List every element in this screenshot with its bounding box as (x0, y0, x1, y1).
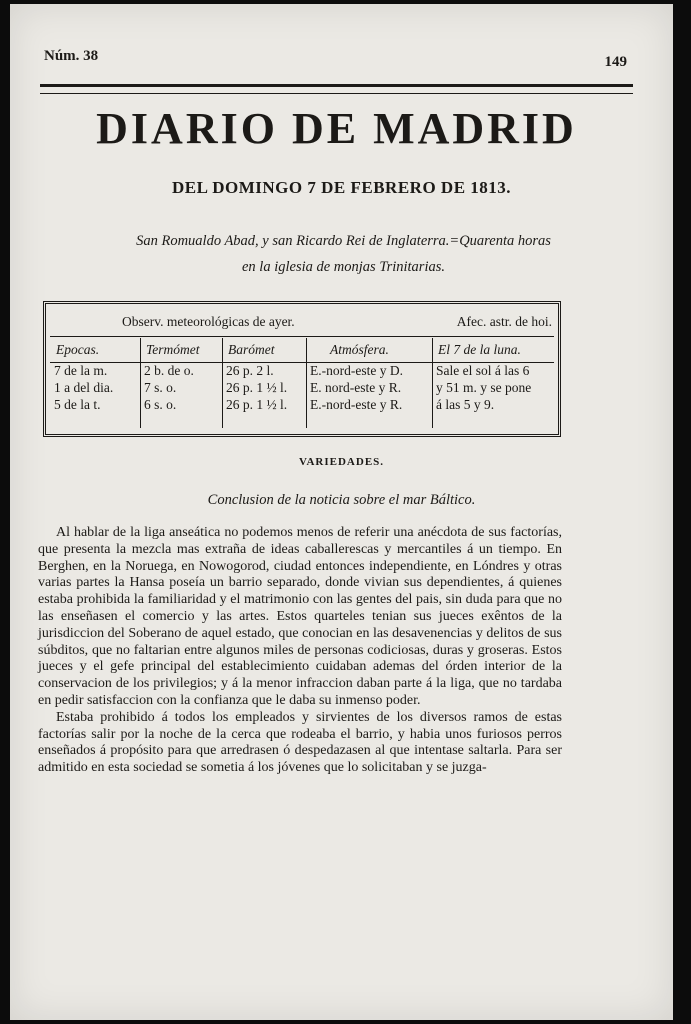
meteo-title-left: Observ. meteorológicas de ayer. (122, 314, 295, 329)
meteo-col-header: Atmósfera. (330, 342, 389, 357)
newspaper-page (10, 4, 673, 1020)
meteo-cell: 1 a del dia. (54, 380, 114, 395)
meteo-cell: E.-nord-este y R. (310, 397, 403, 412)
meteo-cell: Sale el sol á las 6 (436, 363, 530, 378)
page-number: 149 (604, 54, 627, 70)
meteo-col-barometro (224, 338, 304, 428)
meteo-cell: 7 de la m. (54, 363, 108, 378)
meteorological-table (43, 301, 561, 437)
meteo-divider (222, 338, 223, 428)
saints-line-1: San Romualdo Abad, y san Ricardo Rei de Inglaterra.=Quarenta horas (136, 233, 551, 249)
meteo-cell: 6 s. o. (144, 397, 177, 412)
date-line: DEL DOMINGO 7 DE FEBRERO DE 1813. (171, 178, 512, 197)
meteo-cell: E. nord-este y R. (310, 380, 402, 395)
meteo-divider (306, 338, 307, 428)
meteo-col-header: El 7 de la luna. (438, 342, 521, 357)
meteo-col-header: Epocas. (56, 342, 100, 357)
meteo-col-atmosfera (308, 338, 430, 428)
meteo-cell: 7 s. o. (144, 380, 177, 395)
saints-notice (54, 228, 633, 280)
meteo-col-header: Termómet (146, 342, 200, 357)
meteo-col-header: Barómet (228, 342, 275, 357)
meteo-heading (52, 314, 552, 336)
article-paragraph: Al hablar de la liga anseática no podemos menos de referir una anécdota de sus factorías, que presenta la mezcla mas extraña de ideas caballerescas y mercantiles á un tiempo. En Berghen, en la Noruega, en Nowogorod, ciudad entonces independiente, en Lóndres y otras varias partes la Hansa poseía un barrio separado, donde vivian sus dependientes, á quienes estaba prohibida la familiaridad y el matrimonio con las gentes del pais, sin duda para que no las enseñasen el comercio y las artes. Estos quarteles tenian sus jueces exêntos de la jurisdiccion del Soberano de aquel estado, que conocian en las desavenencias y delitos de sus súbditos, que no faltarian entre algunos miles de personas codiciosas, duras y groseras. Estos jueces y el gefe principal del establecimiento cuidaban ademas del órden interior de la conservacion de los privilegios; y á la menor infraccion daban parte á la liga, que no tardaba en pedir satisfaccion con la confianza que le daba su inmenso poder. (38, 525, 562, 708)
article-title: Conclusion de la noticia sobre el mar Báltico. (207, 492, 476, 508)
header-row (44, 48, 627, 68)
meteo-cell: á las 5 y 9. (436, 397, 495, 412)
meteo-cell: 26 p. 2 l. (226, 363, 274, 378)
article-paragraph: Estaba prohibido á todos los empleados y sirvientes de los diversos ramos de estas factorías salir por la noche de la cerca que rodeaba el barrio, y habia unos furiosos perros enseñados á propósito para que arredrasen ó despedazasen al que intentase saltarla. Para ser admitido en esta sociedad se sometia á los jóvenes que lo solicitaban y se juzga- (38, 709, 562, 776)
header-rule (40, 84, 633, 94)
meteo-cell: 26 p. 1 ½ l. (226, 397, 288, 412)
meteo-divider (432, 338, 433, 428)
section-label: VARIEDADES. (298, 456, 385, 468)
meteo-divider (140, 338, 141, 428)
meteo-cell: 2 b. de o. (144, 363, 194, 378)
meteo-cell: E.-nord-este y D. (310, 363, 403, 378)
meteo-col-epocas (52, 338, 138, 428)
meteo-title-right: Afec. astr. de hoi. (456, 314, 552, 329)
meteo-cell: 5 de la t. (54, 397, 101, 412)
meteo-col-termometro (142, 338, 220, 428)
masthead: DIARIO DE MADRID (96, 104, 577, 153)
article-body (38, 525, 562, 777)
meteo-cell: y 51 m. y se pone (436, 380, 532, 395)
issue-number: Núm. 38 (44, 48, 99, 64)
saints-line-2: en la iglesia de monjas Trinitarias. (241, 259, 445, 275)
meteo-cell: 26 p. 1 ½ l. (226, 380, 288, 395)
meteo-rule-top (50, 336, 554, 337)
meteo-col-luna (434, 338, 552, 428)
